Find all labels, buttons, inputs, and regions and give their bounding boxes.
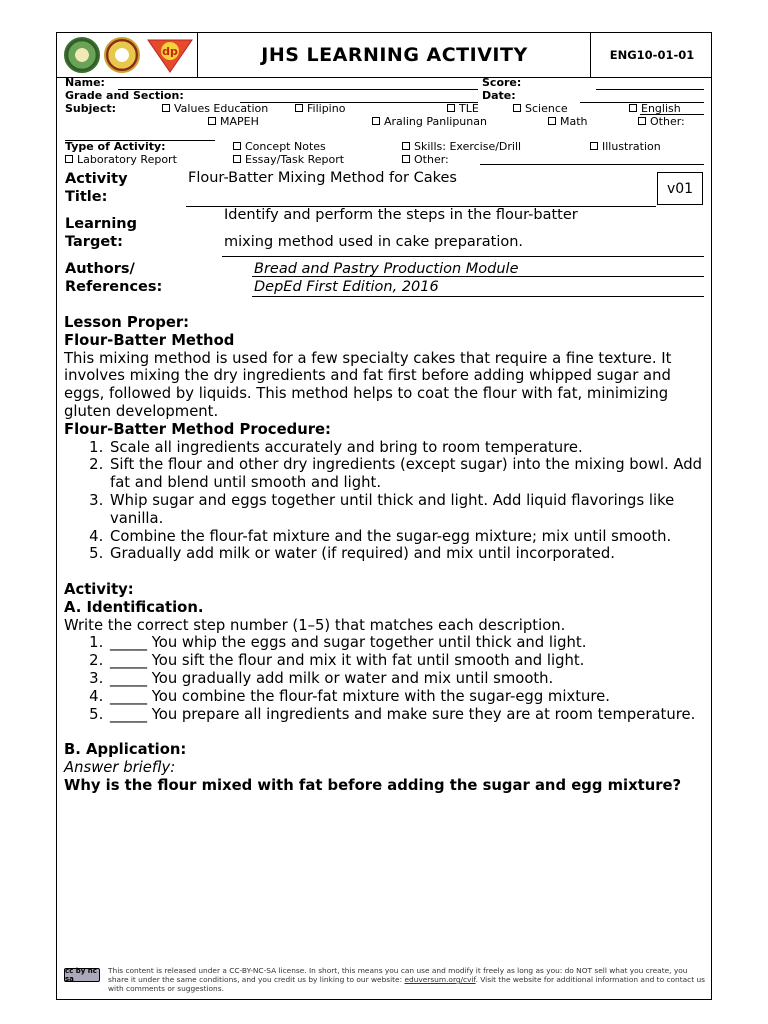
reference-1: Bread and Pastry Production Module (254, 261, 519, 277)
activity-title-label: Activity Title: (65, 171, 128, 205)
subject-option[interactable]: Other: (638, 115, 685, 128)
organization-seal-logo (104, 37, 140, 73)
page-title: JHS LEARNING ACTIVITY (199, 32, 591, 78)
reference-2: DepEd First Edition, 2016 (254, 279, 439, 295)
worksheet-header (56, 32, 712, 78)
license-link[interactable]: eduversum.org/cvif (404, 975, 476, 984)
activity-type-option[interactable]: Essay/Task Report (233, 153, 344, 166)
procedure-step: 1. Scale all ingredients accurately and bring to room temperature. (108, 439, 708, 457)
score-field[interactable] (596, 89, 704, 90)
checkbox-icon[interactable] (233, 155, 241, 163)
activity-type-option[interactable]: Illustration (590, 140, 661, 153)
version-badge: v01 (657, 172, 703, 205)
checkbox-icon[interactable] (295, 104, 303, 112)
activity-type-option[interactable]: Concept Notes (233, 140, 326, 153)
score-label: Score: (482, 76, 522, 89)
checkbox-icon[interactable] (233, 142, 241, 150)
subject-option[interactable]: TLE (447, 102, 479, 115)
checkbox-icon[interactable] (402, 142, 410, 150)
checkbox-icon[interactable] (402, 155, 410, 163)
subject-option[interactable]: Math (548, 115, 588, 128)
activity-type-label: Type of Activity: (65, 140, 166, 153)
checkbox-icon[interactable] (638, 117, 646, 125)
learning-target-line-1: Identify and perform the steps in the flour-batter (224, 207, 578, 223)
part-b-heading: B. Application: (64, 741, 187, 759)
lesson-subheading: Flour-Batter Method (64, 331, 235, 349)
activity-title: Flour-Batter Mixing Method for Cakes (188, 170, 457, 186)
reference-2-underline (252, 296, 704, 297)
lesson-body (64, 314, 708, 795)
lesson-heading: Lesson Proper: (64, 314, 190, 331)
identification-item[interactable]: 5. _____ You prepare all ingredients and make sure they are at room temperature. (108, 706, 708, 724)
logo-cell (56, 32, 198, 78)
lesson-intro: This mixing method is used for a few specialty cakes that require a fine texture. It involves mixing the dry ingredients and fat first before adding whipped sugar and eggs, followed by liquids. This method helps to coat the flour with fat, minimizing gluten development. (64, 349, 672, 420)
date-label: Date: (482, 89, 516, 102)
activity-type-option[interactable]: Laboratory Report (65, 153, 177, 166)
procedure-step: 5. Gradually add milk or water (if required) and mix until incorporated. (108, 545, 708, 563)
checkbox-icon[interactable] (629, 104, 637, 112)
subject-option[interactable]: MAPEH (208, 115, 259, 128)
checkbox-icon[interactable] (513, 104, 521, 112)
procedure-heading: Flour-Batter Method Procedure: (64, 420, 331, 438)
grade-section-label: Grade and Section: (65, 89, 184, 102)
activity-heading: Activity: (64, 580, 134, 598)
grade-section-field[interactable] (240, 102, 478, 103)
checkbox-icon[interactable] (208, 117, 216, 125)
learning-target-label: Learning Target: (65, 216, 138, 250)
activity-code: ENG10-01-01 (609, 48, 695, 62)
procedure-step: 3. Whip sugar and eggs together until thick and light. Add liquid flavorings like vanilla. (108, 492, 708, 528)
license-text: This content is released under a CC-BY-NC-SA license. In short, this means you can use and modify it freely as long as you: do NOT sell what you create, you share it under the same conditions, and you credit us by linking to our website: eduversum.org/cvif. Visit the website for additional information and to contact us with comments or suggestions. (108, 966, 705, 993)
checkbox-icon[interactable] (590, 142, 598, 150)
procedure-step: 4. Combine the flour-fat mixture and the sugar-egg mixture; mix until smooth. (108, 528, 708, 546)
deped-logo (146, 36, 194, 74)
creative-commons-badge-icon: cc by nc sa (64, 968, 100, 982)
checkbox-icon[interactable] (447, 104, 455, 112)
checkbox-icon[interactable] (65, 155, 73, 163)
subject-option[interactable]: Values Education (162, 102, 268, 115)
school-seal-logo (64, 37, 100, 73)
checkbox-icon[interactable] (162, 104, 170, 112)
subject-option[interactable]: Filipino (295, 102, 345, 115)
procedure-step: 2. Sift the flour and other dry ingredients (except sugar) into the mixing bowl. Add fat and blend until smooth and light. (108, 456, 708, 492)
procedure-list (64, 439, 708, 564)
license-footer (64, 966, 706, 996)
checkbox-icon[interactable] (372, 117, 380, 125)
part-a-heading: A. Identification. (64, 598, 204, 616)
subject-option[interactable]: Araling Panlipunan (372, 115, 487, 128)
subject-option[interactable]: Science (513, 102, 568, 115)
identification-item[interactable]: 2. _____ You sift the flour and mix it with fat until smooth and light. (108, 652, 708, 670)
application-question: Why is the flour mixed with fat before adding the sugar and egg mixture? (64, 776, 682, 794)
identification-item[interactable]: 1. _____ You whip the eggs and sugar together until thick and light. (108, 634, 708, 652)
subject-label: Subject: (65, 102, 117, 115)
identification-item[interactable]: 4. _____ You combine the flour-fat mixture with the sugar-egg mixture. (108, 688, 708, 706)
activity-type-other-field[interactable] (480, 164, 704, 165)
checkbox-icon[interactable] (548, 117, 556, 125)
activity-type-option[interactable]: Other: (402, 153, 449, 166)
answer-briefly-label: Answer briefly: (64, 758, 176, 776)
subject-option[interactable]: English (629, 102, 681, 115)
svg-text:dp: dp (162, 45, 178, 58)
learning-target-line-2: mixing method used in cake preparation. (224, 234, 524, 250)
activity-type-option[interactable]: Skills: Exercise/Drill (402, 140, 521, 153)
name-label: Name: (65, 76, 105, 89)
authors-label: Authors/ References: (65, 261, 163, 295)
identification-list (64, 634, 708, 723)
identification-item[interactable]: 3. _____ You gradually add milk or water and mix until smooth. (108, 670, 708, 688)
part-a-instructions: Write the correct step number (1–5) that matches each description. (64, 616, 566, 634)
